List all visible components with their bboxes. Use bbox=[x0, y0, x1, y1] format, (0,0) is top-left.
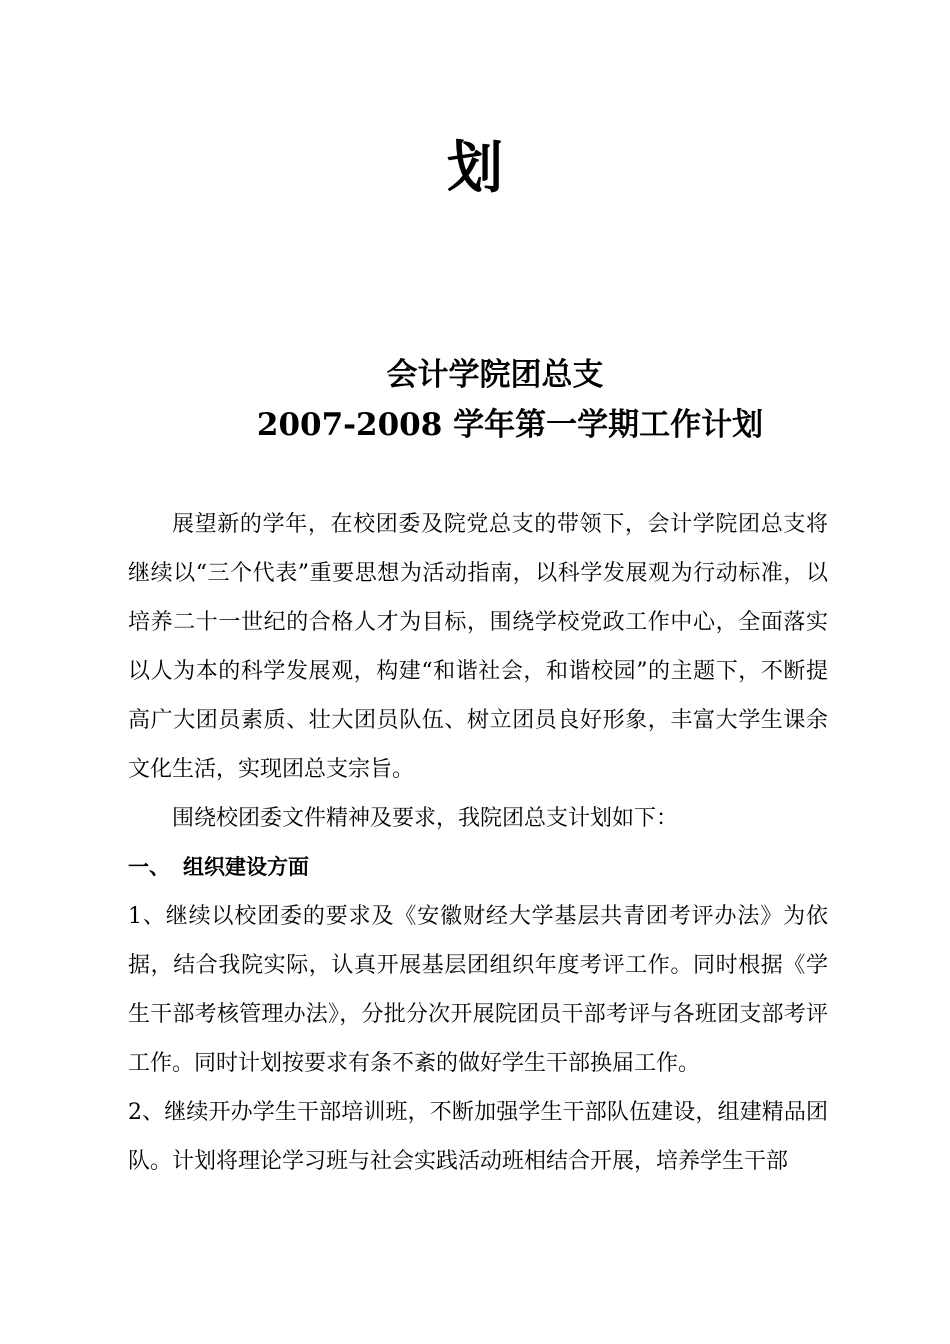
page-top-character: 划 bbox=[447, 135, 503, 201]
document-title-line-1: 会计学院团总支 bbox=[386, 357, 604, 393]
list-item: 2、继续开办学生干部培训班，不断加强学生干部队伍建设，组建精品团队。计划将理论学习班与社会实践活动班相结合开展，培养学生干部 bbox=[128, 1100, 828, 1174]
section-number: 一、 bbox=[128, 855, 170, 879]
intro-paragraph: 展望新的学年，在校团委及院党总支的带领下，会计学院团总支将继续以“三个代表”重要思想为活动指南，以科学发展观为行动标准，以培养二十一世纪的合格人才为目标，围绕学校党政工作中心，全面落实以人为本的科学发展观，构建“和谐社会，和谐校园”的主题下，不断提高广大团员素质、壮大团员队伍、树立团员良好形象，丰富大学生课余文化生活，实现团总支宗旨。 bbox=[128, 512, 828, 782]
document-title-line-2: 2007-2008 学年第一学期工作计划 bbox=[256, 407, 764, 443]
section-heading bbox=[128, 843, 828, 892]
plan-intro-paragraph: 围绕校团委文件精神及要求，我院团总支计划如下： bbox=[172, 806, 679, 831]
document-body bbox=[128, 500, 828, 1186]
section-title: 组织建设方面 bbox=[183, 855, 309, 879]
list-item: 1、继续以校团委的要求及《安徽财经大学基层共青团考评办法》为依据，结合我院实际，认真开展基层团组织年度考评工作。同时根据《学生干部考核管理办法》，分批分次开展院团员干部考评与各班团支部考评工作。同时计划按要求有条不紊的做好学生干部换届工作。 bbox=[128, 904, 828, 1076]
